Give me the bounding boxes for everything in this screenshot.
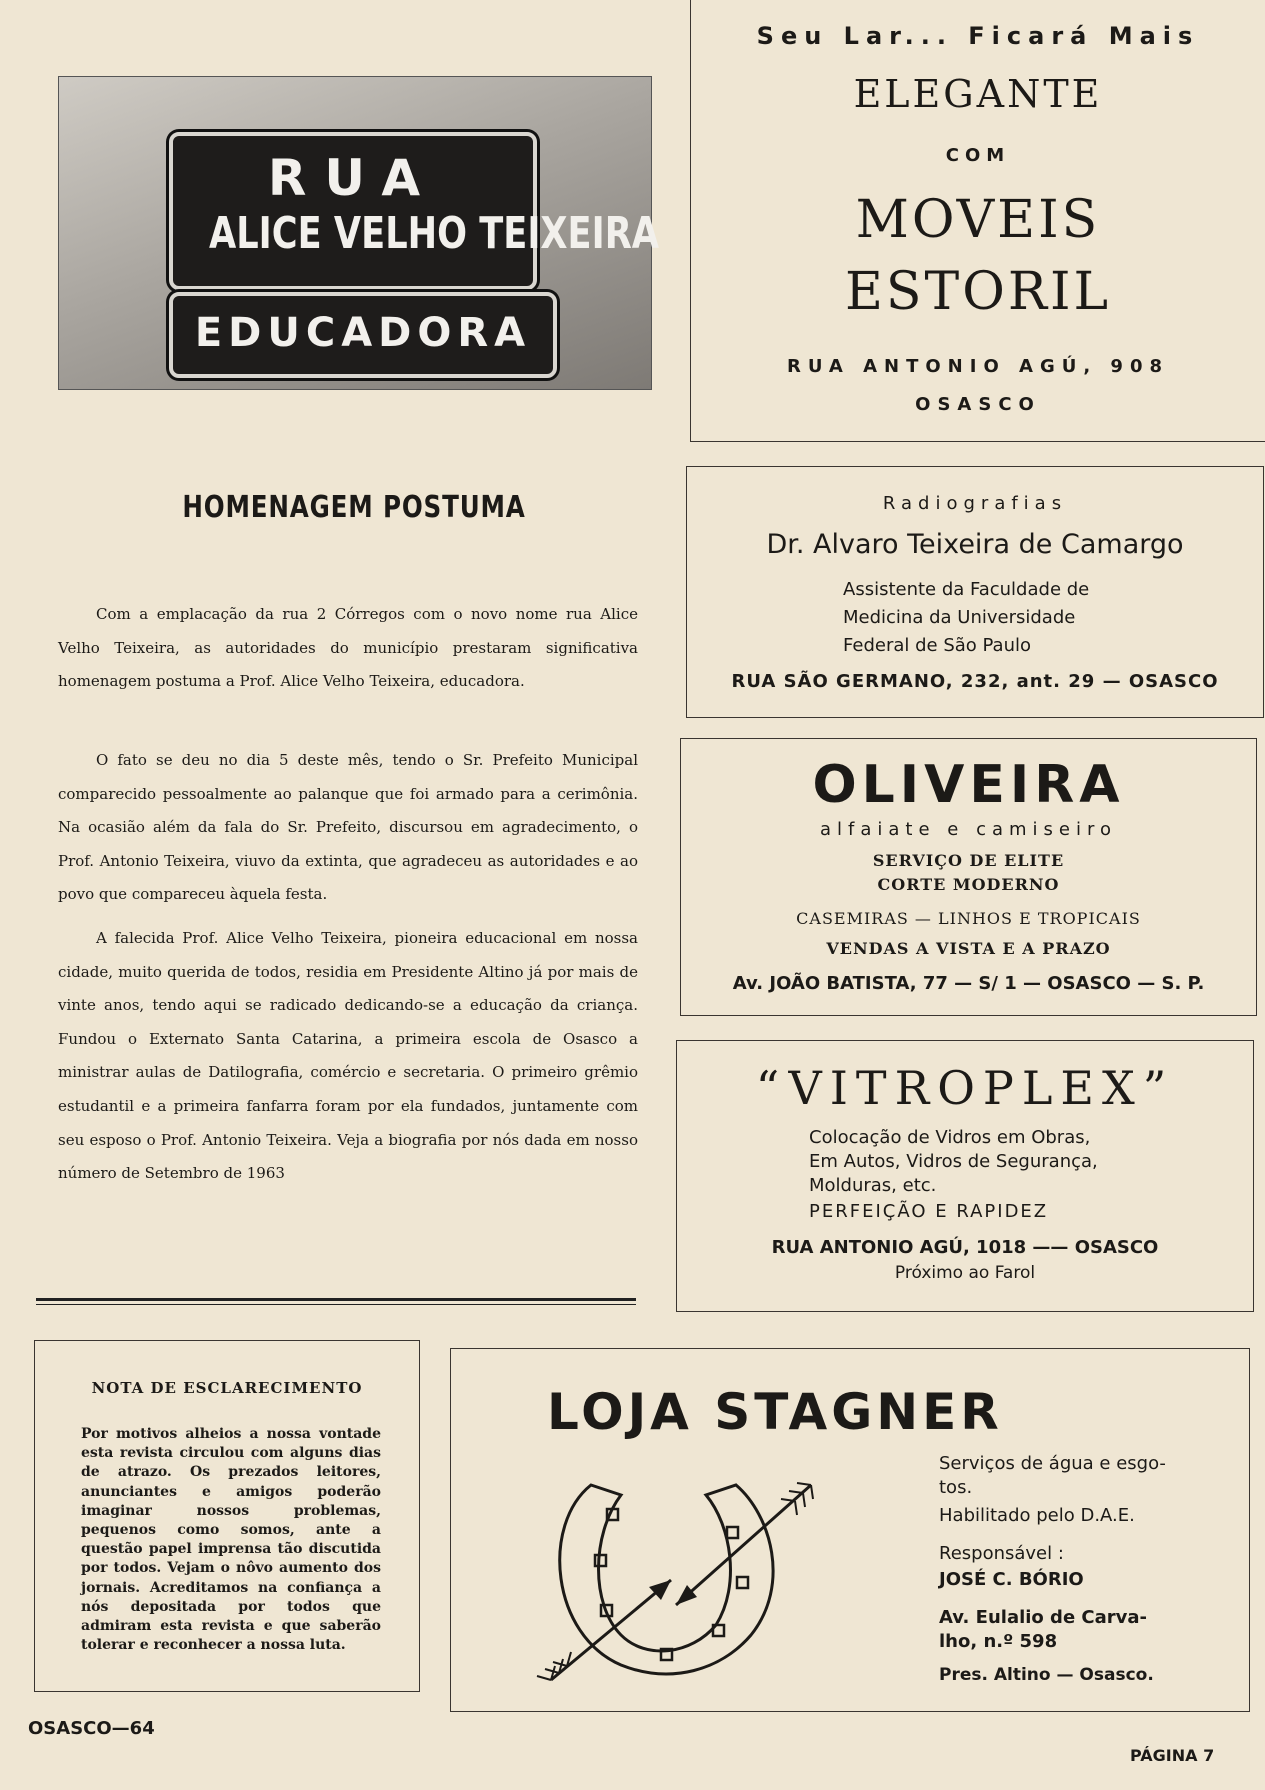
ad-loja-stagner (450, 1348, 1250, 1712)
footer-issue: OSASCO—64 (28, 1718, 155, 1739)
radio-desc-3: Federal de São Paulo (843, 635, 1032, 656)
nota-box (34, 1340, 420, 1692)
article-paragraph-3: A falecida Prof. Alice Velho Teixeira, pioneira educacional em nossa cidade, muito querida de todos, residia em Presidente Altino já por mais de vinte anos, tendo aqui se radicado dedicando-se a educação da criança. Fundou o Externato Santa Catarina, a primeira escola de Osasco a ministrar aulas de Datilografia, comércio e secretaria. O primeiro grêmio estudantil e a primeira fanfarra foram por ela fundados, juntamente com seu esposo o Prof. Antonio Teixeira. Veja a biografia por nós dada em nosso número de Setembro de 1963 (58, 929, 638, 1183)
vitroplex-address: RUA ANTONIO AGÚ, 1018 —— OSASCO (771, 1237, 1159, 1258)
ad-moveis-estoril (690, 0, 1265, 442)
divider-rule-thick (36, 1298, 636, 1301)
moveis-elegante: ELEGANTE (853, 72, 1103, 116)
loja-service-2: tos. (939, 1477, 973, 1498)
radio-doctor-name: Dr. Alvaro Teixeira de Camargo (766, 529, 1184, 560)
article-paragraph-1: Com a emplacação da rua 2 Córregos com o novo nome rua Alice Velho Teixeira, as autoridades do município prestaram significativa homenagem postuma a Prof. Alice Velho Teixeira, educadora. (58, 605, 638, 691)
sign-line-educadora: EDUCADORA (169, 292, 557, 378)
moveis-estoril: ESTORIL (844, 262, 1112, 322)
vitroplex-line-2: Em Autos, Vidros de Segurança, (809, 1151, 1098, 1172)
radio-desc-1: Assistente da Faculdade de (843, 579, 1090, 600)
ad-vitroplex (676, 1040, 1254, 1312)
horseshoe-arrow-icon (521, 1465, 821, 1695)
moveis-moveis: MOVEIS (855, 190, 1101, 250)
article-paragraph-2: O fato se deu no dia 5 deste mês, tendo o Sr. Prefeito Municipal comparecido pessoalmente ao palanque que foi armado para a cerimônia. Na ocasião além da fala do Sr. Prefeito, discursou em agradecimento, o Prof. Antonio Teixeira, viuvo da extinta, que agradeceu as autoridades e ao povo que compareceu àquela festa. (58, 751, 638, 904)
vitroplex-name: “VITROPLEX” (755, 1061, 1175, 1115)
radio-header: Radiografias (882, 493, 1068, 514)
oliveira-tagline: alfaiate e camiseiro (819, 819, 1117, 840)
sign-line-rua: RUA (267, 149, 439, 207)
radio-address: RUA SÃO GERMANO, 232, ant. 29 — OSASCO (731, 671, 1219, 692)
ad-radiografias (686, 466, 1264, 718)
oliveira-line-3: CASEMIRAS — LINHOS E TROPICAIS (796, 909, 1141, 928)
nota-text: Por motivos alheios a nossa vontade esta revista circulou com alguns dias de atrazo. Os prezados leitores, anunciantes e amigos poderão imaginar nossos problemas, pequenos como somos, ante a questão papel imprensa tão discutida por todos. Vejam o nôvo aumento dos jornais. Acreditamos na confiança a nós depositada por todos que admiram esta revista e que saberão tolerar e reconhecer a nossa luta. (81, 1426, 381, 1654)
moveis-city: OSASCO (915, 394, 1041, 415)
oliveira-line-2: CORTE MODERNO (877, 875, 1060, 894)
divider-rule-thin (36, 1304, 636, 1305)
loja-address-1: Av. Eulalio de Carva- (939, 1607, 1148, 1628)
loja-responsavel-label: Responsável : (939, 1543, 1064, 1564)
radio-desc-2: Medicina da Universidade (843, 607, 1076, 628)
loja-address-2: lho, n.º 598 (939, 1631, 1058, 1652)
footer-page-number: PÁGINA 7 (1130, 1746, 1215, 1765)
loja-name: LOJA STAGNER (547, 1383, 1003, 1441)
street-sign-photo (58, 76, 660, 390)
moveis-com: COM (945, 145, 1011, 166)
sign-line-name: ALICE VELHO TEIXEIRA (209, 208, 660, 259)
moveis-address: RUA ANTONIO AGÚ, 908 (786, 356, 1170, 377)
street-sign-main (169, 132, 660, 290)
vitroplex-line-1: Colocação de Vidros em Obras, (809, 1127, 1091, 1148)
nota-title: NOTA DE ESCLARECIMENTO (91, 1379, 363, 1397)
ad-oliveira (680, 738, 1257, 1016)
vitroplex-note: Próximo ao Farol (894, 1263, 1036, 1283)
loja-address-3: Pres. Altino — Osasco. (939, 1665, 1154, 1685)
oliveira-name: OLIVEIRA (812, 755, 1125, 815)
article-title: HOMENAGEM POSTUMA (182, 490, 526, 525)
oliveira-address: Av. JOÃO BATISTA, 77 — S/ 1 — OSASCO — S. P. (732, 973, 1205, 994)
loja-service-1: Serviços de água e esgo- (939, 1453, 1166, 1474)
oliveira-line-1: SERVIÇO DE ELITE (872, 851, 1065, 870)
loja-service-3: Habilitado pelo D.A.E. (939, 1505, 1135, 1526)
oliveira-line-4: VENDAS A VISTA E A PRAZO (826, 939, 1111, 958)
vitroplex-line-4: PERFEIÇÃO E RAPIDEZ (809, 1201, 1049, 1222)
loja-responsavel-name: JOSÉ C. BÓRIO (939, 1569, 1084, 1590)
vitroplex-line-3: Molduras, etc. (809, 1175, 937, 1196)
moveis-slogan: Seu Lar... Ficará Mais (756, 22, 1200, 50)
